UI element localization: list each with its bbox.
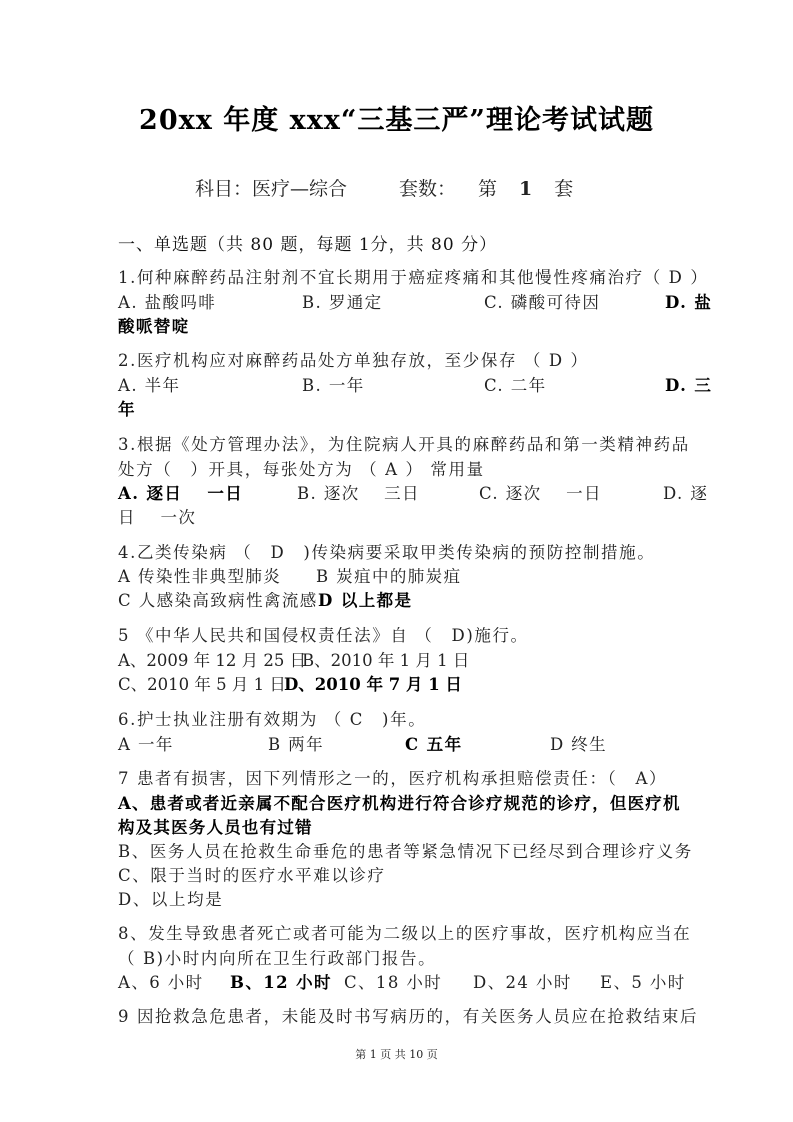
question-5-option-c: C、2010 年 5 月 1 日 xyxy=(118,675,286,694)
question-6-option-d: D 终生 xyxy=(550,735,608,754)
question-9-stem: 9 因抢救急危患者，未能及时书写病历的，有关医务人员应在抢救结束后 xyxy=(118,1007,699,1026)
question-8-option-a: A、6 小时 xyxy=(118,973,204,992)
question-3-option-c: C. 逐次 一日 xyxy=(479,484,602,503)
question-7-option-a-cont: 构及其医务人员也有过错 xyxy=(118,818,313,837)
question-4-option-a: A 传染性非典型肺炎 xyxy=(118,567,282,586)
question-6-option-c: C 五年 xyxy=(405,735,463,754)
question-8-stem-cont: （ B)小时内向所在卫生行政部门报告。 xyxy=(118,949,437,968)
question-2-option-d: D. 三 xyxy=(665,376,713,395)
question-8-option-e: E、5 小时 xyxy=(600,973,686,992)
question-4-option-c: C 人感染高致病性禽流感 xyxy=(118,591,318,610)
document-title: 20xx 年度 xxx“三基三严”理论考试试题 xyxy=(139,105,654,136)
set-label: 套数： xyxy=(399,178,457,200)
question-2-option-b: B. 一年 xyxy=(302,376,365,395)
question-8-option-d: D、24 小时 xyxy=(473,973,572,992)
question-4-option-d: D 以上都是 xyxy=(318,591,413,610)
question-1-option-a: A. 盐酸吗啡 xyxy=(118,293,217,312)
question-6-option-b: B 两年 xyxy=(268,735,324,754)
question-7-option-c: C、限于当时的医疗水平难以诊疗 xyxy=(118,866,386,885)
set-suffix: 套 xyxy=(554,178,574,200)
question-5-option-b: B、2010 年 1 月 1 日 xyxy=(302,651,470,670)
question-1-option-c: C. 磷酸可待因 xyxy=(484,293,601,312)
question-5-option-a: A、2009 年 12 月 25 日 xyxy=(118,651,307,670)
question-3-option-d-cont: 日 一次 xyxy=(118,508,197,527)
set-prefix: 第 xyxy=(478,178,498,200)
question-2-option-c: C. 二年 xyxy=(484,376,547,395)
question-3-option-d: D. 逐 xyxy=(663,484,709,503)
section-heading: 一、单选题（共 80 题，每题 1分，共 80 分） xyxy=(118,235,498,255)
question-5-stem: 5 《中华人民共和国侵权责任法》自 （ D)施行。 xyxy=(118,626,529,645)
question-2-stem: 2.医疗机构应对麻醉药品处方单独存放，至少保存 （ D ） xyxy=(118,351,589,370)
question-1-stem: 1.何种麻醉药品注射剂不宜长期用于癌症疼痛和其他慢性疼痛治疗（ D ） xyxy=(118,268,709,287)
question-6-stem: 6.护士执业注册有效期为 （ C )年。 xyxy=(118,710,427,729)
page-footer: 第 1 页 共 10 页 xyxy=(355,1048,438,1061)
question-8-option-b: B、12 小时 xyxy=(230,973,332,992)
exam-subtitle xyxy=(195,174,573,201)
question-8-option-c: C、18 小时 xyxy=(344,973,443,992)
question-6-option-a: A 一年 xyxy=(118,735,174,754)
question-4-option-b: B 炭疽中的肺炭疽 xyxy=(316,567,462,586)
question-1-option-d: D. 盐 xyxy=(665,293,713,312)
question-7-option-b: B、医务人员在抢救生命垂危的患者等紧急情况下已经尽到合理诊疗义务 xyxy=(118,842,693,861)
question-1-option-d-cont: 酸哌替啶 xyxy=(118,317,190,336)
subject-label: 科目：医疗—综合 xyxy=(195,178,348,200)
question-3-option-b: B. 逐次 三日 xyxy=(297,484,420,503)
question-1-option-b: B. 罗通定 xyxy=(302,293,383,312)
question-4-stem: 4.乙类传染病 （ D )传染病要采取甲类传染病的预防控制措施。 xyxy=(118,543,656,562)
question-7-option-a: A、患者或者近亲属不配合医疗机构进行符合诊疗规范的诊疗，但医疗机 xyxy=(118,794,681,813)
set-number: 1 xyxy=(519,178,533,200)
question-7-stem: 7 患者有损害，因下列情形之一的，医疗机构承担赔偿责任：（ A） xyxy=(118,769,668,788)
question-8-stem: 8、发生导致患者死亡或者可能为二级以上的医疗事故，医疗机构应当在 xyxy=(118,924,692,943)
question-7-option-d: D、以上均是 xyxy=(118,890,224,909)
question-3-option-a: A. 逐日 一日 xyxy=(118,484,244,503)
question-3-stem: 3.根据《处方管理办法》，为住院病人开具的麻醉药品和第一类精神药品 xyxy=(118,435,690,454)
question-3-stem-cont: 处方（ ）开具，每张处方为 （ A ） 常用量 xyxy=(118,460,485,479)
question-2-option-d-cont: 年 xyxy=(118,400,136,419)
question-2-option-a: A. 半年 xyxy=(118,376,181,395)
question-5-option-d: D、2010 年 7 月 1 日 xyxy=(284,675,462,694)
